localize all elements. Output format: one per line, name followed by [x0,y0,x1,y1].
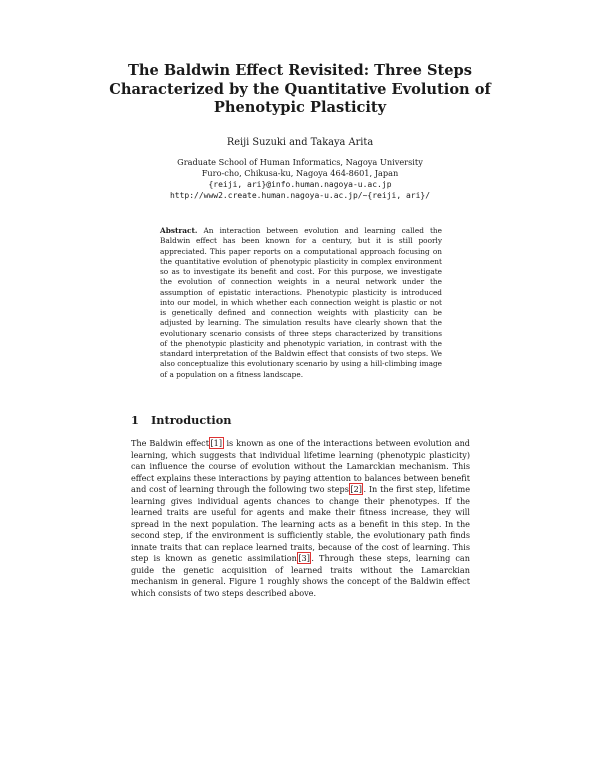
section-title: Introduction [151,413,232,427]
intro-text-2: is known as one of the interactions between evolution and learning, which suggests that individual lifetime learning (phenotypic plasticity) can influence the course of evolution without the Lamarckian mechanism. This effect explains these interactions by paying attention to balances between benefit and cost of learning through the following two steps [131,438,471,494]
abstract-text: An interaction between evolution and learning called the Baldwin effect has been known for a century, but it is still poorly appreciated. This paper reports on a computational approach focusing on the quantitative evolution of phenotypic plasticity in complex environment so as to investigate its benefit and cost. For this purpose, we investigate the evolution of connection weights in a neural network under the assumption of epistatic interactions. Phenotypic plasticity is introduced into our model, in which whether each connection weight is plastic or not is genetically defined and connection weights with plasticity can be adjusted by learning. The simulation results have clearly shown that the evolutionary scenario consists of three steps characterized by transitions of the phenotypic plasticity and phenotypic variation, in contrast with the standard interpretation of the Baldwin effect that consists of two steps. We also conceptualize this evolutionary scenario by using a hill-climbing image of a population on a fitness landscape. [160,226,442,379]
author-email: {reiji, ari}@info.human.nagoya-u.ac.jp [208,180,392,189]
title-line-1: The Baldwin Effect Revisited: Three Steps [128,62,472,79]
author-url: http://www2.create.human.nagoya-u.ac.jp/~{reiji, ari}/ [169,191,431,200]
intro-text-3: . In the first step, lifetime learning gives individual agents chances to change their phenotypes. If the learned traits are useful for agents and make their fitness increase, they will spread in the next population. The learning acts as a benefit in this step. In the second step, if the environment is sufficiently stable, the evolutionary path finds innate traits that can replace learned traits, because of the cost of learning. This step is known as genetic assimilation [131,484,470,563]
citation-2[interactable]: [2] [350,484,362,494]
citation-3[interactable]: [3] [298,553,310,563]
paper-title [0,62,600,118]
citation-1[interactable]: [1] [210,438,222,448]
authors: Reiji Suzuki and Takaya Arita [226,137,374,148]
intro-text-1: The Baldwin effect [131,438,209,448]
affiliation [0,157,600,201]
section-number: 1 [131,413,139,427]
intro-text-4: . Through these steps, learning can guide the genetic acquisition of learned traits without the Lamarckian mechanism in general. Figure 1 roughly shows the concept of the Baldwin effect which consists of two steps described above. [131,553,470,598]
section-heading [131,413,231,427]
affiliation-institution: Graduate School of Human Informatics, Nagoya University [177,157,423,167]
abstract-label: Abstract. [160,226,198,235]
title-line-2: Characterized by the Quantitative Evolution of [109,80,491,98]
title-line-3: Phenotypic Plasticity [213,99,387,116]
intro-paragraph [131,438,470,599]
affiliation-address: Furo-cho, Chikusa-ku, Nagoya 464-8601, Japan [201,168,399,178]
abstract [160,226,442,380]
